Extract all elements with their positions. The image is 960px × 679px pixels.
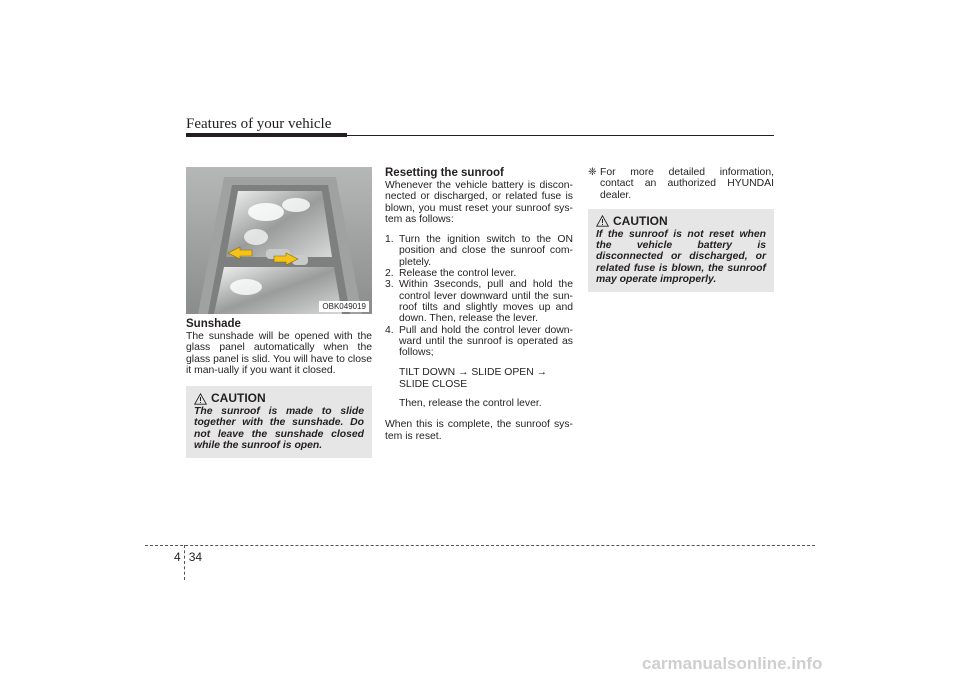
- caution-title: CAUTION: [613, 213, 668, 228]
- image-code: OBK049019: [319, 301, 369, 312]
- heading-reset: Resetting the sunroof: [385, 167, 504, 179]
- caution-box-reset: [588, 209, 774, 292]
- reset-complete: When this is complete, the sunroof sys-tem is reset.: [385, 419, 573, 442]
- warning-triangle-icon: [596, 215, 609, 227]
- operation-sequence: TILT DOWN → SLIDE OPEN → SLIDE CLOSE: [399, 367, 547, 390]
- sunroof-illustration: [186, 167, 372, 314]
- note-symbol: ❈: [588, 167, 597, 178]
- footer-rule: [145, 545, 815, 546]
- caution-title: CAUTION: [211, 391, 266, 406]
- section-title: Features of your vehicle: [186, 116, 332, 132]
- warning-triangle-icon: [194, 393, 207, 405]
- reset-intro: Whenever the vehicle battery is discon-nected or discharged, or related fuse is blown, you must reset your sunroof sys-tem as follows:: [385, 180, 573, 225]
- chapter-number: 4: [174, 550, 181, 564]
- release-instruction: Then, release the control lever.: [399, 398, 542, 410]
- column-sunshade: [186, 167, 372, 458]
- sunshade-photo: [186, 167, 372, 314]
- page-number: [174, 550, 202, 564]
- dealer-note: ❈ For more detailed information, contact an authorized HYUNDAI dealer.: [588, 167, 774, 201]
- column-reset: [385, 167, 573, 442]
- caution-text: If the sunroof is not reset when the vehicle battery is disconnected or discharged, or related fuse is blown, the sunroof may operate improperly.: [596, 228, 766, 286]
- watermark: carmanualsonline.info: [642, 654, 823, 673]
- list-item: 2. Release the control lever.: [385, 268, 517, 280]
- heading-sunshade: Sunshade: [186, 318, 241, 330]
- header-rule-accent: [186, 133, 347, 137]
- reset-steps: [385, 234, 573, 358]
- caution-text: The sunroof is made to slide together with the sunshade. Do not leave the sunshade closed while the sunroof is open.: [194, 406, 364, 452]
- page-number-value: 34: [188, 550, 203, 564]
- list-item: 3. Within 3seconds, pull and hold the control lever downward until the sun-roof tilts and slightly moves up and down. Then, release the lever.: [385, 279, 573, 325]
- list-item: 1. Turn the ignition switch to the ON position and close the sunroof com-pletely.: [385, 234, 573, 268]
- caution-box-sunshade: [186, 386, 372, 458]
- column-note: [588, 167, 774, 292]
- list-item: 4. Pull and hold the control lever down-ward until the sunroof is operated as follows;: [385, 324, 573, 359]
- sunshade-body: The sunshade will be opened with the glass panel automatically when the glass panel is slid. You will have to close it man-ually if you want it closed.: [186, 331, 372, 376]
